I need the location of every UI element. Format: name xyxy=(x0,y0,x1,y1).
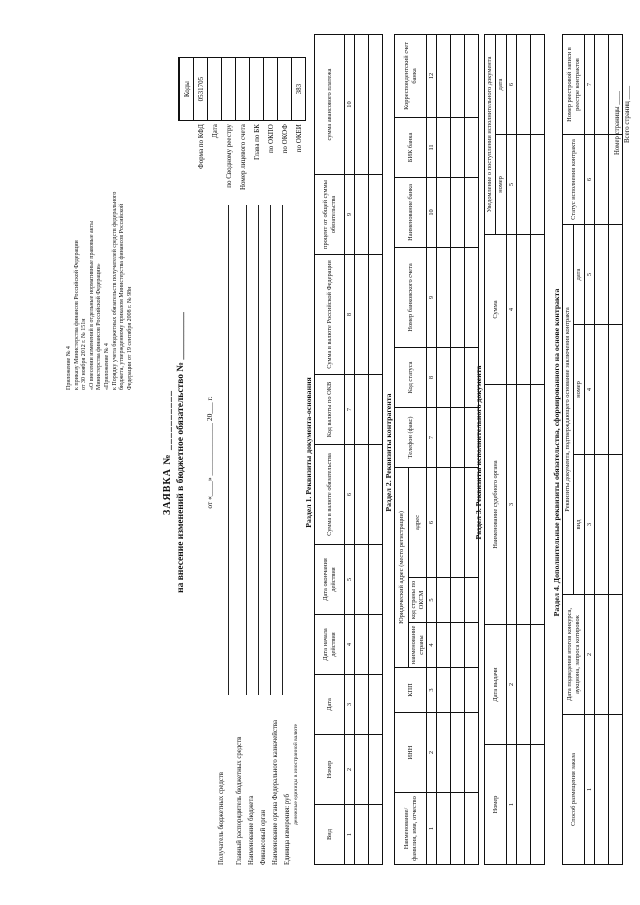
appendix-line: Приложение № 4 xyxy=(66,346,72,390)
column-number: 1 xyxy=(507,745,517,865)
s2-header-addr: адрес xyxy=(409,467,427,577)
column-number: 6 xyxy=(427,467,437,577)
s1-header-currency-code: Код валюты по ОКВ xyxy=(315,375,345,445)
column-number: 5 xyxy=(427,578,437,623)
code-value xyxy=(208,58,222,121)
appendix-block xyxy=(66,125,134,390)
unit-label: Единица измерения: руб xyxy=(284,794,291,865)
s2-header-bank-name: Наименование банка xyxy=(395,177,427,247)
column-number: 7 xyxy=(585,35,595,135)
s2-header-phone: Телефон (факс) xyxy=(395,407,427,467)
code-value xyxy=(278,58,292,121)
s3-header-court: Наименование судебного органа xyxy=(485,385,507,625)
appendix-line: Министерства финансов Российской Федерации» xyxy=(96,263,103,390)
column-number: 2 xyxy=(507,625,517,745)
section3-table xyxy=(484,34,545,865)
s2-header-corr: Корреспондентский счет банка xyxy=(395,34,427,117)
page-total-label: Всего страниц ____ xyxy=(624,85,631,143)
form-subtitle: на внесение изменений в бюджетное обязательство № __________ xyxy=(176,312,186,593)
budget-name-label: Наименование бюджета xyxy=(248,795,255,865)
s4-header-method: Способ размещения заказа xyxy=(563,715,585,865)
s1-header-number: Номер xyxy=(315,735,345,805)
code-label: Форма по КФД xyxy=(196,124,205,169)
column-number: 7 xyxy=(345,375,355,445)
s1-header-sum-currency: Сумма в валюте обязательства xyxy=(315,445,345,545)
table-row xyxy=(609,35,623,865)
table-row xyxy=(531,34,545,864)
s3-header-notice-number: номер xyxy=(496,135,507,235)
table-row xyxy=(369,35,383,865)
chief-manager-label: Главный распорядитель бюджетных средств xyxy=(236,736,243,865)
table-row xyxy=(451,34,465,864)
s4-header-registry: Номер реестровой записи в реестре контрактов xyxy=(563,35,585,135)
s4-header-summary-date: Дата подведения итогов конкурса, аукциона, запроса котировок xyxy=(563,595,585,715)
recipient-line xyxy=(228,205,229,695)
s1-header-advance: сумма авансового платежа xyxy=(315,35,345,175)
column-number: 5 xyxy=(585,225,595,325)
s2-header-account: Номер банковского счета xyxy=(395,247,427,347)
column-number: 5 xyxy=(507,135,517,235)
column-number: 3 xyxy=(427,668,437,713)
section3-title: Раздел 3. Реквизиты исполнительного документа xyxy=(474,365,483,540)
appendix-line: от 30 ноября 2012 г. № 151н xyxy=(81,318,88,390)
treasury-line xyxy=(282,205,283,695)
column-number: 4 xyxy=(345,615,355,675)
column-number: 2 xyxy=(345,735,355,805)
section2-table xyxy=(394,34,479,865)
s1-header-end-date: Дата окончания действия xyxy=(315,545,345,615)
s2-header-address: Юридический адрес (место регистрации) xyxy=(395,467,409,667)
s3-header-number: Номер xyxy=(485,745,507,865)
column-number: 12 xyxy=(427,34,437,117)
column-number: 4 xyxy=(507,235,517,385)
section2-title: Раздел 2. Реквизиты контрагента xyxy=(384,393,393,512)
s4-header-kind: вид xyxy=(574,455,585,595)
section4-table xyxy=(562,34,623,865)
code-label: по ОКОФ xyxy=(280,124,289,154)
column-number: 2 xyxy=(585,595,595,715)
column-number: 10 xyxy=(427,177,437,247)
page-number-label: Номер страницы ____ xyxy=(614,91,621,155)
column-number: 11 xyxy=(427,117,437,177)
code-label: по Сводному реестру xyxy=(224,124,233,188)
appendix-line: «Приложение № 4 xyxy=(103,343,110,390)
column-number: 4 xyxy=(585,325,595,455)
code-label: Номер лицевого счета xyxy=(238,124,247,190)
s1-header-percent: процент от общей суммы обязательства xyxy=(315,175,345,255)
s2-header-country-code: код страны по ОКСМ xyxy=(409,578,427,623)
codes-header: Коды xyxy=(179,58,194,121)
appendix-line: к приказу Министерства финансов Российской Федерации xyxy=(73,240,80,390)
column-number: 9 xyxy=(345,175,355,255)
s4-header-date: дата xyxy=(574,225,585,325)
code-value xyxy=(222,58,236,121)
finance-body-label: Финансовый орган xyxy=(260,809,267,865)
column-number: 7 xyxy=(427,407,437,467)
s4-header-status: Статус исполнения контракта xyxy=(563,135,585,225)
recipient-label: Получатель бюджетных средств xyxy=(218,772,225,865)
appendix-line: к Порядку учета бюджетных обязательств получателей средств федерального xyxy=(111,191,118,390)
column-number: 4 xyxy=(427,623,437,668)
table-row xyxy=(355,35,369,865)
s3-header-issue-date: Дата выдачи xyxy=(485,625,507,745)
code-label: Глава по БК xyxy=(252,124,261,161)
s2-header-status: Код статуса xyxy=(395,347,427,407)
appendix-line: Федерации от 19 сентября 2008 г. № 98н xyxy=(126,286,133,390)
column-number: 5 xyxy=(345,545,355,615)
column-number: 8 xyxy=(427,347,437,407)
s3-header-notice: Уведомление о поступлении исполнительного документа xyxy=(485,34,496,234)
s4-header-number: номер xyxy=(574,325,585,455)
column-number: 6 xyxy=(585,135,595,225)
column-number: 1 xyxy=(345,805,355,865)
codes-table xyxy=(178,57,306,193)
form-title: ЗАЯВКА № __________ xyxy=(162,390,173,515)
column-number: 10 xyxy=(345,35,355,175)
s3-header-notice-date: дата xyxy=(496,34,507,134)
form-date: от «____» ______________ 20___ г. xyxy=(205,396,214,509)
section1-title: Раздел 1. Реквизиты документа-основания xyxy=(304,377,313,528)
s1-header-sum-rub: Сумма в валюте Российской Федерации xyxy=(315,255,345,375)
table-row xyxy=(437,34,451,864)
appendix-line: «О внесении изменений в отдельные нормативные правовые акты xyxy=(88,220,95,390)
column-number: 1 xyxy=(585,715,595,865)
s1-header-start-date: Дата начала действия xyxy=(315,615,345,675)
column-number: 2 xyxy=(427,713,437,793)
s2-header-bik: БИК банка xyxy=(395,117,427,177)
column-number: 6 xyxy=(345,445,355,545)
code-value: 0531705 xyxy=(194,58,208,121)
s4-header-doc-group: Реквизиты документа, подтверждающего основание заключения контракта xyxy=(563,225,574,595)
table-row xyxy=(595,35,609,865)
treasury-label: Наименование органа Федерального казначейства xyxy=(272,720,279,865)
code-value: 383 xyxy=(292,58,306,121)
code-value xyxy=(250,58,264,121)
s1-header-date: Дата xyxy=(315,675,345,735)
column-number: 1 xyxy=(427,793,437,865)
column-number: 9 xyxy=(427,247,437,347)
code-label: по ОКПО xyxy=(266,124,275,153)
section1-table xyxy=(314,34,383,865)
column-number: 3 xyxy=(585,455,595,595)
unit-note: денежные единицы в иностранной валюте xyxy=(293,723,299,825)
s2-header-kpp: КПП xyxy=(395,668,427,713)
code-label: Дата xyxy=(210,124,219,139)
code-value xyxy=(264,58,278,121)
code-label: по ОКЕИ xyxy=(294,124,303,153)
s2-header-inn: ИНН xyxy=(395,713,427,793)
column-number: 6 xyxy=(507,34,517,134)
column-number: 3 xyxy=(507,385,517,625)
column-number: 8 xyxy=(345,255,355,375)
code-value xyxy=(236,58,250,121)
section4-title: Раздел 4. Дополнительные реквизиты обязательства, сформированного на основе контракта xyxy=(552,288,561,617)
column-number: 3 xyxy=(345,675,355,735)
s2-header-country-name: наименование страны xyxy=(409,623,427,668)
budget-name-line xyxy=(258,205,259,695)
finance-body-line xyxy=(270,205,271,695)
chief-manager-line xyxy=(246,205,247,695)
s3-header-sum: Сумма xyxy=(485,235,507,385)
table-row xyxy=(517,34,531,864)
s2-header-name: Наименование/ фамилия, имя, отчество xyxy=(395,793,427,865)
appendix-line: бюджета, утвержденному приказом Министерства финансов Российской xyxy=(119,203,126,390)
s1-header-kind: Вид xyxy=(315,805,345,865)
